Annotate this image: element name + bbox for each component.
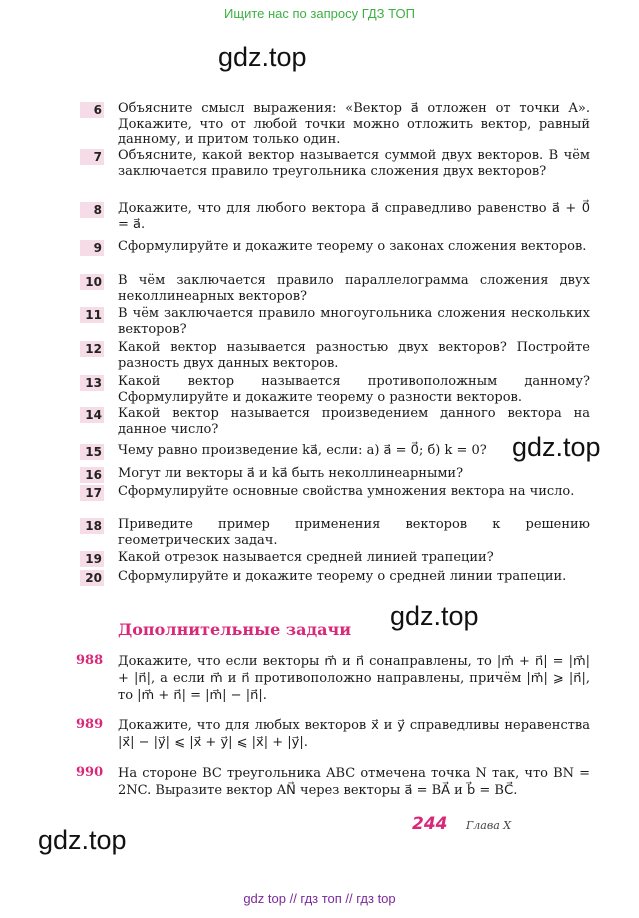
question-number: 9	[80, 240, 104, 256]
watermark: gdz.top	[390, 601, 479, 631]
question-text: Объясните, какой вектор называется суммой двух векторов. В чём заключается правило треугольника сложения двух векторов?	[118, 148, 590, 179]
question-item	[80, 306, 590, 337]
question-item	[80, 148, 590, 179]
question-item	[80, 466, 590, 482]
question-number: 20	[80, 570, 104, 586]
question-item	[80, 569, 590, 585]
task-item	[76, 717, 590, 751]
task-number: 990	[76, 765, 104, 780]
question-number: 8	[80, 202, 104, 218]
question-text: Какой вектор называется разностью двух векторов? Постройте разность двух данных векторов.	[118, 340, 590, 371]
question-number: 10	[80, 274, 104, 290]
question-item	[80, 550, 590, 566]
task-item	[76, 653, 590, 704]
question-text: Сформулируйте основные свойства умножения вектора на число.	[118, 484, 575, 499]
question-text: Чему равно произведение ka⃗, если: а) a⃗ = 0⃗; б) k = 0?	[118, 443, 487, 458]
question-number: 6	[80, 102, 104, 118]
watermark: gdz.top	[38, 825, 127, 855]
question-item	[80, 101, 590, 148]
question-text: Какой отрезок называется средней линией трапеции?	[118, 550, 494, 565]
question-text: В чём заключается правило параллелограмма сложения двух неколлинеарных векторов?	[118, 273, 590, 304]
question-text: Докажите, что для любого вектора a⃗ справедливо равенство a⃗ + 0⃗ = a⃗.	[118, 201, 590, 232]
chapter-label: Глава X	[466, 819, 512, 832]
question-text: Какой вектор называется противоположным данному? Сформулируйте и докажите теорему о разности векторов.	[118, 374, 590, 405]
top-banner[interactable]: Ищите нас по запросу ГДЗ ТОП	[224, 6, 415, 21]
question-text: Сформулируйте и докажите теорему о законах сложения векторов.	[118, 239, 587, 254]
question-number: 13	[80, 375, 104, 391]
footer-links[interactable]: gdz top // гдз топ // гдз top	[243, 891, 396, 906]
section-title: Дополнительные задачи	[118, 620, 352, 639]
question-text: Какой вектор называется произведением данного вектора на данное число?	[118, 406, 590, 437]
task-text: Докажите, что если векторы m⃗ и n⃗ сонаправлены, то |m⃗ + n⃗| = |m⃗| + |n⃗|, а если m⃗ и n⃗ противоположно направлены, причём |m⃗| ⩾ |n⃗|, то |m⃗ + n⃗| = |m⃗| − |n⃗|.	[118, 654, 590, 703]
question-number: 12	[80, 341, 104, 357]
question-text: Могут ли векторы a⃗ и ka⃗ быть неколлинеарными?	[118, 466, 464, 481]
question-text: Приведите пример применения векторов к решению геометрических задач.	[118, 517, 590, 548]
task-item	[76, 765, 590, 799]
question-item	[80, 374, 590, 405]
question-item	[80, 517, 590, 548]
task-number: 988	[76, 653, 104, 668]
question-number: 15	[80, 444, 104, 460]
question-number: 19	[80, 551, 104, 567]
question-item	[80, 484, 590, 500]
question-item	[80, 239, 590, 255]
question-number: 7	[80, 149, 104, 165]
task-number: 989	[76, 717, 104, 732]
task-text: На стороне BC треугольника ABC отмечена точка N так, что BN = 2NC. Выразите вектор AN⃗ через векторы a⃗ = BA⃗ и b⃗ = BC⃗.	[118, 766, 590, 798]
watermark: gdz.top	[512, 432, 601, 462]
question-item	[80, 201, 590, 232]
watermark: gdz.top	[218, 42, 307, 72]
question-number: 17	[80, 485, 104, 501]
task-text: Докажите, что для любых векторов x⃗ и y⃗ справедливы неравенства |x⃗| − |y⃗| ⩽ |x⃗ + y⃗| ⩽ |x⃗| + |y⃗|.	[118, 718, 590, 750]
question-number: 16	[80, 467, 104, 483]
question-item	[80, 273, 590, 304]
question-number: 14	[80, 407, 104, 423]
page-number: 244	[412, 814, 448, 834]
question-text: В чём заключается правило многоугольника сложения нескольких векторов?	[118, 306, 590, 337]
question-item	[80, 340, 590, 371]
question-number: 18	[80, 518, 104, 534]
question-item	[80, 443, 510, 459]
question-text: Объясните смысл выражения: «Вектор a⃗ отложен от точки A». Докажите, что от любой точки можно отложить вектор, равный данному, и притом только один.	[118, 101, 590, 147]
question-text: Сформулируйте и докажите теорему о средней линии трапеции.	[118, 569, 567, 584]
question-number: 11	[80, 307, 104, 323]
question-item	[80, 406, 590, 437]
